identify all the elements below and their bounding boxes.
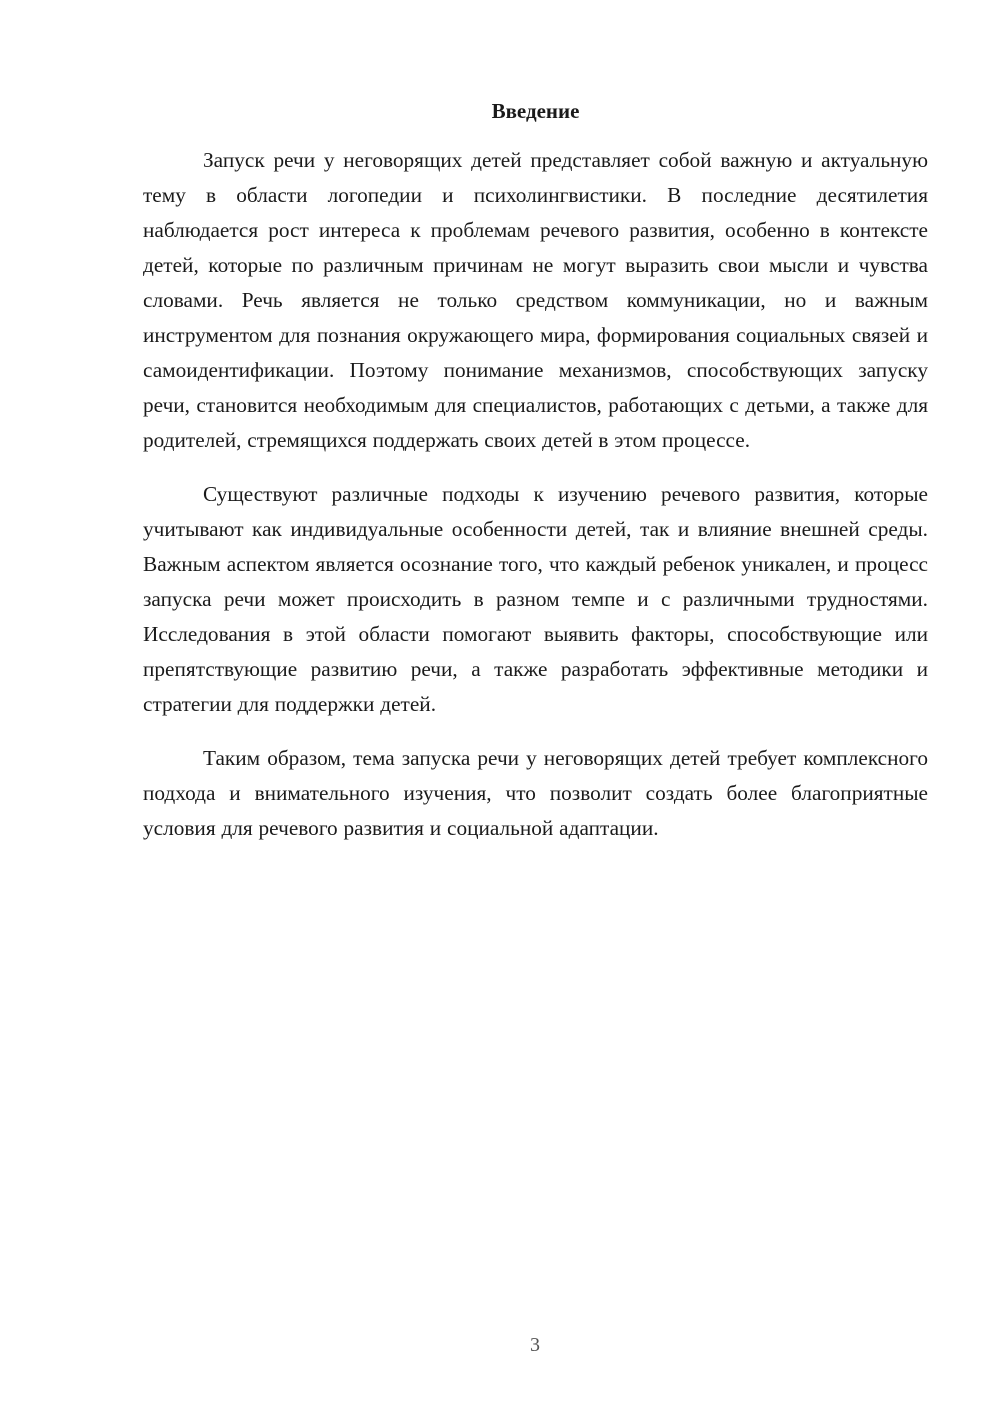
body-text [143,143,928,865]
section-heading: Введение [491,99,580,123]
paragraph: Таким образом, тема запуска речи у неговорящих детей требует комплексного подхода и внимательного изучения, что позволит создать более благоприятные условия для речевого развития и социальной адаптации. [143,746,928,840]
paragraph: Запуск речи у неговорящих детей представляет собой важную и актуальную тему в области логопедии и психолингвистики. В последние десятилетия наблюдается рост интереса к проблемам речевого развития, особенно в контексте детей, которые по различным причинам не могут выразить свои мысли и чувства словами. Речь является не только средством коммуникации, но и важным инструментом для познания окружающего мира, формирования социальных связей и самоидентификации. Поэтому понимание механизмов, способствующих запуску речи, становится необходимым для специалистов, работающих с детьми, а также для родителей, стремящихся поддержать своих детей в этом процессе. [143,148,928,452]
paragraph: Существуют различные подходы к изучению речевого развития, которые учитывают как индивидуальные особенности детей, так и влияние внешней среды. Важным аспектом является осознание того, что каждый ребенок уникален, и процесс запуска речи может происходить в разном темпе и с различными трудностями. Исследования в этой области помогают выявить факторы, способствующие или препятствующие развитию речи, а также разработать эффективные методики и стратегии для поддержки детей. [143,482,928,716]
page-number: 3 [530,1334,540,1356]
